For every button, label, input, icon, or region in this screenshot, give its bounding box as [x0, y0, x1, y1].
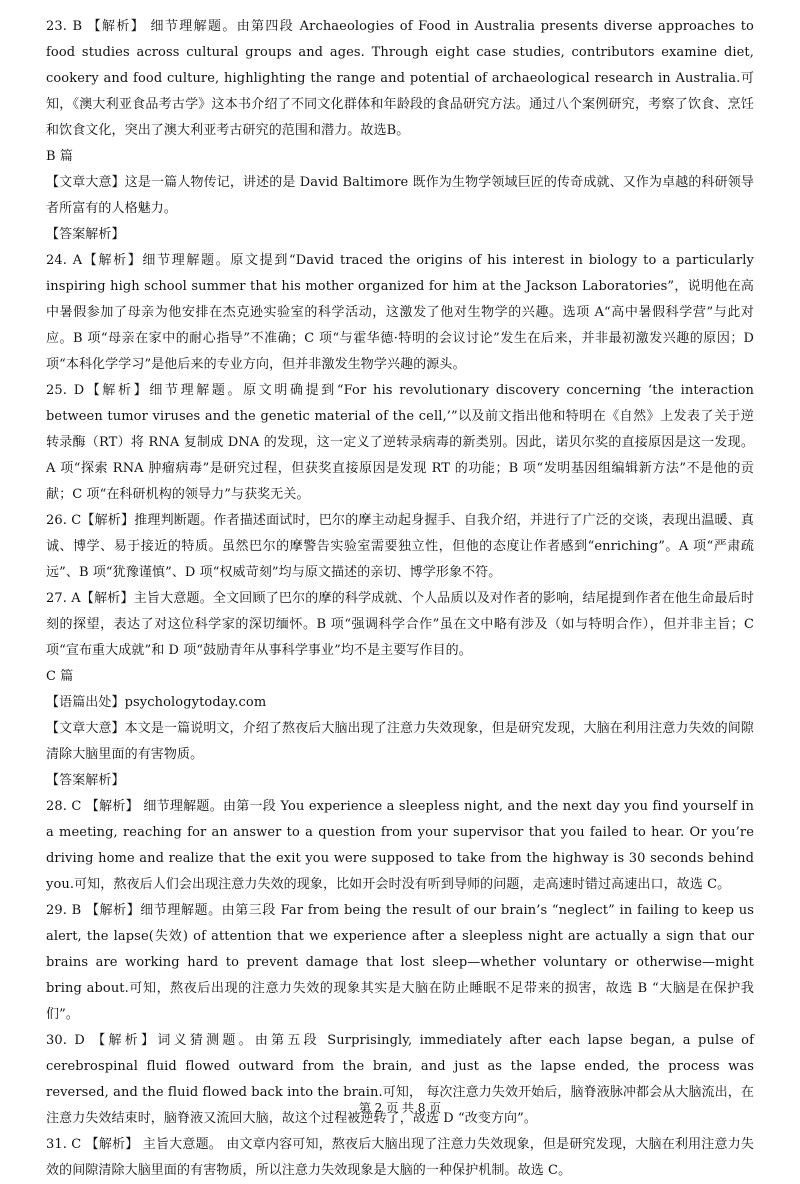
answer-28: 28. C 【解析】 细节理解题。由第一段 You experience a sleepless night, and the next day you find yourself in a meeting, reaching for an answer to a question from your supervisor that you failed to hear. Or you’re driving home and realize that the exit you were supposed to take from the highway is 30 seconds behind you.可知，熬夜后人们会出现注意力失效的现象，比如开会时没有听到导师的问题，走高速时错过高速出口，故选 C。 — [46, 799, 754, 892]
answer-26: 26. C【解析】推理判断题。作者描述面试时，巴尔的摩主动起身握手、自我介绍，并进行了广泛的交谈，表现出温暖、真诚、博学、易于接近的特质。虽然巴尔的摩警告实验室需要独立性，但他的态度让作者感到“enriching”。A 项“严肃疏远”、B 项“犹豫谨慎”、D 项“权威苛刻”均与原文描述的亲切、博学形象不符。 — [46, 513, 754, 580]
answer-24: 24. A【解析】细节理解题。原文提到“David traced the origins of his interest in biology to a particularly inspiring high school summer that his mother organized for him at the Jackson Laboratories”，说明他在高中暑假参加了母亲为他安排在杰克逊实验室的科学活动，这激发了他对生物学的兴趣。选项 A“高中暑假科学营”与此对应。B 项“母亲在家中的耐心指导”不准确；C 项“与霍华德·特明的会议讨论”发生在后来，并非最初激发兴趣的原因；D 项“本科化学学习”是他后来的专业方向，但并非激发生物学兴趣的源头。 — [46, 253, 754, 372]
answer-analysis-heading-c: 【答案解析】 — [46, 773, 125, 788]
section-heading-b: B 篇 — [46, 149, 73, 164]
answer-23: 23. B 【解析】 细节理解题。由第四段 Archaeologies of Food in Australia presents diverse approaches to food studies across cultural groups and ages. Through eight case studies, contributors examine diet, cookery and food culture, highlighting the range and potential of archaeological research in Australia.可知，《澳大利亚食品考古学》这本书介绍了不同文化群体和年龄段的食品研究方法。通过八个案例研究，考察了饮食、烹饪和饮食文化，突出了澳大利亚考古研究的范围和潜力。故选B。 — [46, 19, 754, 138]
answer-27: 27. A【解析】主旨大意题。全文回顾了巴尔的摩的科学成就、个人品质以及对作者的影响，结尾提到作者在他生命最后时刻的探望，表达了对这位科学家的深切缅怀。B 项“强调科学合作”虽在文中略有涉及（如与特明合作），但并非主旨；C 项“宣布重大成就”和 D 项“鼓励青年从事科学事业”均不是主要写作目的。 — [46, 591, 754, 658]
page-number-footer: 第 2 页 共 8 页 — [358, 1101, 442, 1115]
source-c: 【语篇出处】psychologytoday.com — [46, 695, 267, 710]
answer-analysis-heading-b: 【答案解析】 — [46, 227, 125, 242]
answer-analysis-text — [46, 14, 754, 1184]
answer-31: 31. C 【解析】 主旨大意题。 由文章内容可知，熬夜后大脑出现了注意力失效现象，但是研究发现，大脑在利用注意力失效的间隙清除大脑里面的有害物质，所以注意力失效现象是大脑的一种保护机制。故选 C。 — [46, 1137, 754, 1178]
answer-25: 25. D【解析】细节理解题。原文明确提到“For his revolutionary discovery concerning ‘the interaction between tumor viruses and the genetic material of the cell,’”以及前文指出他和特明在《自然》上发表了关于逆转录酶（RT）将 RNA 复制成 DNA 的发现，这一定义了逆转录病毒的新类别。因此，诺贝尔奖的直接原因是这一发现。A 项“探索 RNA 肿瘤病毒”是研究过程，但获奖直接原因是发现 RT 的功能；B 项“发明基因组编辑新方法”不是他的贡献；C 项“在科研机构的领导力”与获奖无关。 — [46, 383, 754, 502]
answer-30: 30. D 【解析】词义猜测题。由第五段 Surprisingly, immediately after each lapse began, a pulse of cerebrospinal fluid flowed outward from the brain, and just as the lapse ended, the process was reversed, and the fluid flowed back into the brain.可知， 每次注意力失效开始后，脑脊液脉冲都会从大脑流出，在注意力失效结束时，脑脊液又流回大脑，故这个过程被逆转了，故选 D “改变方向”。 — [46, 1033, 754, 1126]
article-summary-b: 【文章大意】这是一篇人物传记，讲述的是 David Baltimore 既作为生物学领域巨匠的传奇成就、又作为卓越的科研领导者所富有的人格魅力。 — [46, 175, 754, 216]
answer-29: 29. B 【解析】细节理解题。由第三段 Far from being the result of our brain’s “neglect” in failing to keep us alert, the lapse(失效) of attention that we experience after a sleepless night are actually a sign that our brains are working hard to prevent damage that lost sleep—whether voluntary or otherwise—might bring about.可知，熬夜后出现的注意力失效的现象其实是大脑在防止睡眠不足带来的损害，故选 B “大脑是在保护我们”。 — [46, 903, 754, 1022]
article-summary-c: 【文章大意】本文是一篇说明文，介绍了熬夜后大脑出现了注意力失效现象，但是研究发现，大脑在利用注意力失效的间隙清除大脑里面的有害物质。 — [46, 721, 754, 762]
section-heading-c: C 篇 — [46, 669, 74, 684]
